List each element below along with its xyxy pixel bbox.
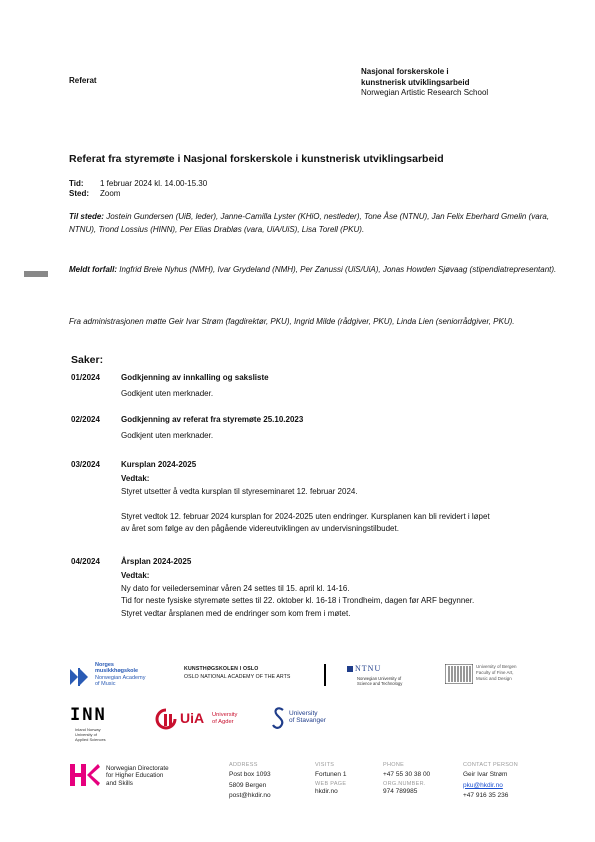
uia-name-en: University	[212, 712, 238, 718]
inn-logo	[70, 705, 125, 750]
inn-name-en: Applied Sciences	[75, 736, 106, 742]
khio-logo	[184, 665, 291, 681]
case-decision: Godkjent uten merknader.	[121, 431, 214, 440]
khio-name-en: OSLO NATIONAL ACADEMY OF THE ARTS	[184, 674, 291, 680]
orgnum-value: 974 789985	[383, 787, 418, 795]
org-name-line1: Nasjonal forskerskole i	[361, 67, 449, 76]
visits-label: VISITS	[315, 762, 335, 768]
present-label: Til stede:	[69, 212, 104, 221]
case-decision: Godkjent uten merknader.	[121, 389, 214, 398]
ntnu-square-icon	[347, 666, 353, 672]
present-text: Jostein Gundersen (UiB, leder), Janne-Camilla Lyster (KHiO, nestleder), Tone Åse (NTNU), Jan Felix Eberhard Gmelin (vara, NTNU), Trond Lossius (HINN), Per Elias Drabløs (vara, UiA/UiS), Lisa Torell (PKU).	[69, 212, 550, 234]
contact-phone: +47 916 35 236	[463, 792, 509, 799]
case-line: Tid for neste fysiske styremøte settes til 22. oktober kl. 16-18 i Trondheim, dagen før ARF begynner.	[121, 596, 475, 605]
case-line-spacer	[121, 498, 541, 511]
vedtak-label: Vedtak:	[121, 474, 150, 483]
nmh-name: Norges	[95, 662, 114, 668]
nmh-name-en: of Music	[95, 680, 116, 687]
absent-paragraph	[69, 263, 557, 276]
administration-paragraph: Fra administrasjonen møtte Geir Ivar Strøm (fagdirektør, PKU), Ingrid Milde (rådgiver, PKU), Linda Lien (seniorrådgiver, PKU).	[69, 317, 515, 326]
footer-address	[229, 762, 271, 802]
uia-emblem-icon	[155, 708, 177, 730]
cases-heading: Saker:	[71, 354, 104, 366]
case-title: Godkjenning av innkalling og saksliste	[121, 373, 269, 382]
address-email: post@hkdir.no	[229, 792, 271, 799]
uia-name: UiA	[180, 710, 205, 726]
meeting-time	[69, 179, 207, 188]
footer-visits	[315, 762, 346, 797]
nmh-emblem-icon	[70, 666, 92, 688]
absent-label: Meldt forfall:	[69, 265, 117, 274]
uis-logo	[272, 706, 362, 732]
org-name-english: Norwegian Artistic Research School	[361, 88, 489, 97]
hkdir-name: Norwegian Directorate	[106, 765, 169, 772]
case-title: Årsplan 2024-2025	[121, 557, 192, 566]
present-paragraph	[69, 210, 557, 236]
phone-label: PHONE	[383, 762, 405, 768]
place-value: Zoom	[100, 189, 121, 198]
uis-name: of Stavanger	[289, 717, 326, 725]
ntnu-name-en: Science and Technology	[357, 681, 403, 686]
phone-value: +47 55 30 38 00	[383, 771, 431, 778]
org-name-line2: kunstnerisk utviklingsarbeid	[361, 77, 470, 87]
nmh-logo	[70, 662, 180, 692]
uib-seal-icon	[445, 664, 473, 684]
meeting-place	[69, 189, 120, 198]
webpage-label: WEB PAGE	[315, 780, 347, 787]
uib-name: University of Bergen	[476, 664, 517, 669]
case-line: Styret vedtar årsplanen med de endringer som kom frem i møtet.	[121, 608, 351, 618]
case-number: 03/2024	[71, 460, 100, 469]
ntnu-name: NTNU	[355, 664, 382, 673]
inn-name-en: University of	[75, 731, 98, 737]
document-title: Referat fra styremøte i Nasjonal forskerskole i kunstnerisk utviklingsarbeid	[69, 153, 444, 165]
organization-header	[361, 67, 488, 99]
hkdir-name: and Skills	[106, 779, 133, 787]
case-body	[121, 473, 541, 536]
uia-logo	[155, 708, 250, 732]
address-line: 5809 Bergen	[229, 781, 267, 789]
logo-divider	[324, 664, 326, 686]
orgnum-label: ORG.NUMBER.	[383, 780, 426, 787]
hkdir-logo	[70, 763, 220, 789]
inn-name: INN	[70, 705, 107, 725]
page-margin-marker	[24, 271, 48, 277]
case-title: Kursplan 2024-2025	[121, 460, 197, 469]
case-line: av året som følge av den pågående videreutviklingen av undervisningstilbudet.	[121, 524, 399, 533]
uia-name-en: of Agder	[212, 718, 234, 725]
nmh-name: musikkhøgskole	[95, 668, 139, 675]
absent-text: Ingfrid Breie Nyhus (NMH), Ivar Grydeland (NMH), Per Zanussi (UiS/UiA), Jonas Howden Sjøvaag (stipendiatrepresentant).	[117, 265, 557, 274]
footer-contact	[463, 762, 518, 802]
vedtak-label: Vedtak:	[121, 571, 150, 580]
hkdir-name: for Higher Education	[106, 772, 164, 780]
ntnu-logo	[347, 664, 432, 686]
case-number: 02/2024	[71, 415, 100, 424]
uib-faculty: Faculty of Fine Art,	[476, 669, 514, 675]
uib-faculty: Music and Design	[476, 675, 512, 681]
time-label: Tid:	[69, 179, 84, 188]
contact-name: Geir Ivar Strøm	[463, 771, 508, 778]
time-value: 1 februar 2024 kl. 14.00-15.30	[100, 179, 208, 188]
case-number: 04/2024	[71, 557, 100, 566]
webpage-value[interactable]: hkdir.no	[315, 787, 338, 795]
visits-value: Fortunen 1	[315, 771, 347, 778]
case-line: Ny dato for veilederseminar våren 24 settes til 15. april kl. 14-16.	[121, 583, 350, 593]
case-line: Styret utsetter å vedta kursplan til styreseminaret 12. februar 2024.	[121, 486, 358, 496]
uis-emblem-icon	[272, 706, 286, 730]
uis-name: University	[289, 710, 318, 717]
contact-email-link[interactable]: pku@hkdir.no	[463, 781, 503, 789]
place-label: Sted:	[69, 189, 89, 198]
nmh-name-en: Norwegian Academy	[95, 674, 146, 681]
case-line: Styret vedtok 12. februar 2024 kursplan for 2024-2025 uten endringer. Kursplanen kan bli revidert i løpet	[121, 511, 490, 521]
contact-label: CONTACT PERSON	[463, 762, 519, 768]
case-number: 01/2024	[71, 373, 100, 382]
khio-name: KUNSTHØGSKOLEN I OSLO	[184, 666, 259, 672]
inn-name-en: Inland Norway	[75, 727, 101, 732]
hkdir-emblem-icon	[70, 764, 100, 786]
case-title: Godkjenning av referat fra styremøte 25.10.2023	[121, 415, 304, 424]
ntnu-name-en: Norwegian University of	[357, 676, 402, 681]
address-label: ADDRESS	[229, 762, 258, 768]
footer-phone	[383, 762, 430, 797]
document-type-label: Referat	[69, 76, 97, 85]
uib-logo	[445, 663, 535, 685]
case-body	[121, 570, 541, 620]
address-line: Post box 1093	[229, 771, 271, 778]
